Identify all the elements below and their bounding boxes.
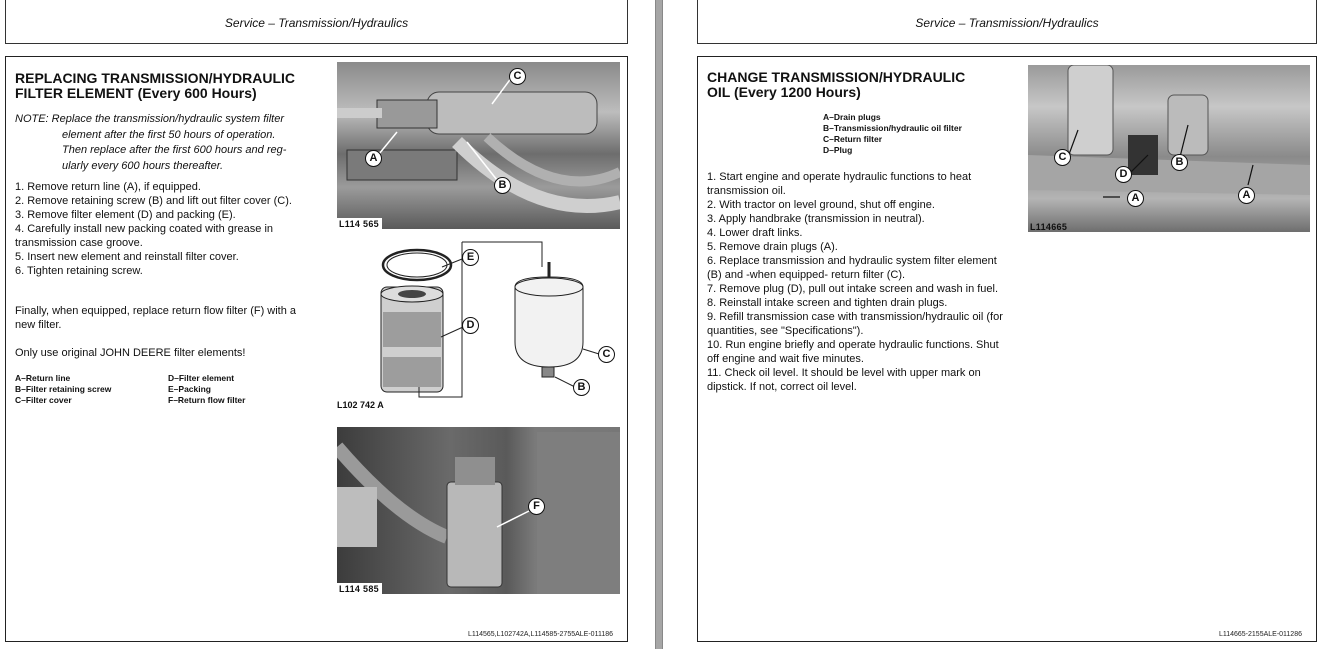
step: 11. Check oil level. It should be level with upper mark on dipstick. If not, correct oil level. — [707, 367, 981, 393]
legend-item: A–Drain plugs — [823, 112, 881, 122]
step: 6. Tighten retaining screw. — [15, 265, 143, 277]
callout-a: A — [1238, 187, 1255, 204]
photo-drawing — [337, 62, 620, 229]
right-heading — [707, 70, 965, 100]
right-content — [697, 56, 1317, 642]
step: 1. Start engine and operate hydraulic functions to heat transmission oil. — [707, 171, 972, 197]
step: 2. With tractor on level ground, shut off engine. — [707, 199, 935, 211]
step: 2. Remove retaining screw (B) and lift out filter cover (C). — [15, 195, 292, 207]
step: 9. Refill transmission case with transmission/hydraulic oil (for quantities, see "Specifications"). — [707, 311, 1003, 337]
callout-e: E — [462, 249, 479, 266]
callout-c: C — [598, 346, 615, 363]
left-steps — [15, 180, 315, 278]
figure-label: L114 565 — [337, 218, 382, 229]
right-header — [697, 0, 1317, 44]
photo-drawing — [1028, 65, 1310, 232]
right-page — [680, 0, 1326, 649]
legend-item: C–Filter cover — [15, 395, 72, 405]
note-line: element after the first 50 hours of operation. — [62, 128, 276, 141]
legend-item: D–Plug — [823, 145, 853, 155]
figure-label: L114665 — [1030, 222, 1068, 232]
left-header-title: Service – Transmission/Hydraulics — [224, 16, 409, 30]
left-legend — [15, 373, 165, 406]
note-line: ularly every 600 hours thereafter. — [62, 159, 224, 172]
right-steps — [707, 170, 1009, 394]
figure-photo-drain-plugs — [1028, 65, 1310, 232]
finally-paragraph: Finally, when equipped, replace return flow filter (F) with a new filter. — [15, 305, 297, 331]
step: 3. Apply handbrake (transmission in neutral). — [707, 213, 925, 225]
left-header — [5, 0, 628, 44]
note-line: NOTE: Replace the transmission/hydraulic system filter — [15, 113, 284, 125]
left-heading-line2: FILTER ELEMENT (Every 600 Hours) — [15, 85, 257, 101]
step: 5. Insert new element and reinstall filter cover. — [15, 251, 239, 263]
callout-d: D — [462, 317, 479, 334]
legend-item: B–Filter retaining screw — [15, 384, 112, 394]
callout-a: A — [1127, 190, 1144, 207]
figure-drawing-filter-parts — [337, 237, 620, 417]
step: 10. Run engine briefly and operate hydraulic functions. Shut off engine and wait five minutes. — [707, 339, 999, 365]
legend-item: E–Packing — [168, 384, 211, 394]
step: 1. Remove return line (A), if equipped. — [15, 181, 201, 193]
callout-c: C — [1054, 149, 1071, 166]
right-footer-code: L114665-2155ALE-011286 — [1218, 631, 1302, 638]
left-heading — [15, 71, 295, 101]
callout-b: B — [1171, 154, 1188, 171]
step: 5. Remove drain plugs (A). — [707, 241, 838, 253]
callout-f: F — [528, 498, 545, 515]
right-heading-line1: CHANGE TRANSMISSION/HYDRAULIC — [707, 69, 966, 85]
step: 3. Remove filter element (D) and packing (E). — [15, 209, 236, 221]
legend-item: F–Return flow filter — [168, 395, 246, 405]
left-legend-col2 — [168, 373, 318, 406]
step: 4. Lower draft links. — [707, 227, 803, 239]
photo-drawing — [337, 427, 620, 594]
step: 8. Reinstall intake screen and tighten drain plugs. — [707, 297, 948, 309]
left-footer-code: L114565,L102742A,L114585-2755ALE-011186 — [467, 631, 613, 638]
right-legend — [823, 112, 1023, 156]
callout-a: A — [365, 150, 382, 167]
callout-b: B — [573, 379, 590, 396]
right-heading-line2: OIL (Every 1200 Hours) — [707, 84, 861, 100]
legend-item: A–Return line — [15, 373, 71, 383]
callout-c: C — [509, 68, 526, 85]
figure-label: L102 742 A — [337, 400, 384, 410]
figure-label: L114 585 — [337, 583, 382, 594]
left-heading-line1: REPLACING TRANSMISSION/HYDRAULIC — [15, 70, 296, 86]
callout-d: D — [1115, 166, 1132, 183]
step: 4. Carefully install new packing coated with grease in transmission case groove. — [15, 223, 274, 249]
only-use-paragraph: Only use original JOHN DEERE filter elements! — [15, 347, 246, 359]
left-page — [0, 0, 640, 649]
step: 7. Remove plug (D), pull out intake screen and wash in fuel. — [707, 283, 999, 295]
legend-item: C–Return filter — [823, 134, 883, 144]
figure-photo-return-filter — [337, 427, 620, 594]
legend-item: B–Transmission/hydraulic oil filter — [823, 123, 962, 133]
step: 6. Replace transmission and hydraulic system filter element (B) and -when equipped- return filter (C). — [707, 255, 997, 281]
left-note — [15, 112, 320, 174]
note-line: Then replace after the first 600 hours and reg- — [62, 144, 287, 156]
callout-b: B — [494, 177, 511, 194]
page-divider — [655, 0, 663, 649]
figure-photo-filter-housing — [337, 62, 620, 229]
left-content — [5, 56, 628, 642]
legend-item: D–Filter element — [168, 373, 235, 383]
right-header-title: Service – Transmission/Hydraulics — [915, 16, 1099, 30]
